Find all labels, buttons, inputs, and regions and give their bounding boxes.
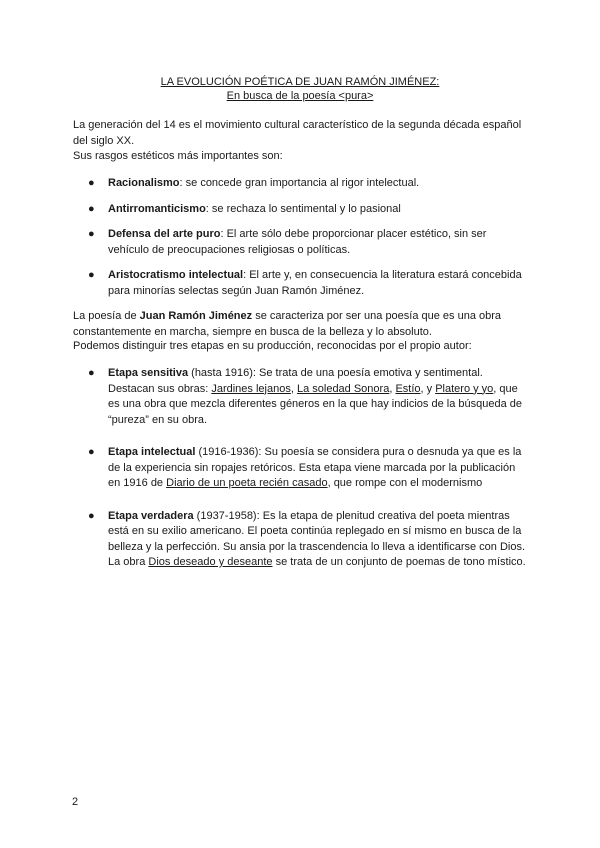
term: Etapa verdadera (108, 509, 194, 522)
bullet-icon: ● (88, 446, 95, 458)
list-item (88, 176, 530, 192)
list-item (88, 202, 530, 218)
bullet-icon: ● (88, 509, 95, 522)
text-run: , (389, 382, 396, 395)
list-item (88, 445, 530, 492)
definition: : se rechaza lo sentimental y lo pasional (205, 202, 401, 215)
list-item (88, 509, 530, 571)
page-subtitle: En busca de la poesía <pura> (226, 90, 374, 102)
term: Etapa intelectual (108, 446, 196, 458)
text-run: , (290, 382, 297, 395)
term: Defensa del arte puro (108, 228, 221, 240)
page-title: LA EVOLUCIÓN POÉTICA DE JUAN RAMÓN JIMÉNEZ: (160, 76, 440, 88)
definition: : El arte y, en consecuencia la literatura estará concebida para minorías selectas según Juan Ramón Jiménez. (108, 269, 522, 297)
author-name: Juan Ramón Jiménez (139, 310, 253, 322)
work-title: Diario de un poeta recién casado (166, 477, 328, 489)
text-run: : Su poesía se considera pura o desnuda ya que es la de la experiencia sin ropajes retóricos. Esta etapa viene marcada por la publicación en 1916 de (108, 446, 522, 489)
poesia-paragraph (73, 309, 533, 340)
bullet-icon: ● (88, 367, 95, 379)
text-run: se trata de un conjunto de poemas de tono místico. (272, 556, 526, 568)
etapas-lead: Podemos distinguir tres etapas en su producción, reconocidas por el propio autor: (73, 340, 472, 352)
text-run: , que es una obra que mezcla diferentes géneros en la que hay indicios de la búsqueda de “pureza” en su obra. (108, 382, 523, 426)
bullet-icon: ● (88, 177, 95, 189)
text-run: , que rompe con el modernismo (327, 477, 483, 489)
text-run: , y (420, 382, 436, 395)
term: Etapa sensitiva (108, 367, 189, 379)
page-number: 2 (72, 796, 79, 808)
work-title: Platero y yo (435, 382, 494, 395)
term: Racionalismo (108, 177, 180, 189)
rasgos-lead: Sus rasgos estéticos más importantes son: (73, 150, 283, 162)
list-item (88, 366, 530, 428)
bullet-icon: ● (88, 269, 95, 281)
list-item (88, 268, 530, 299)
definition: : El arte sólo debe proporcionar placer estético, sin ser vehículo de preocupaciones religiosas o políticas. (108, 228, 487, 256)
text-run: se caracteriza por ser una poesía que es una obra constantemente en marcha, siempre en busca de la belleza y lo absoluto. (73, 310, 502, 338)
bullet-icon: ● (88, 228, 95, 240)
work-title: La soledad Sonora (296, 382, 390, 395)
text-run: : Es la etapa de plenitud creativa del poeta mientras está en su exilio americano. El poeta continúa replegado en sí mismo en busca de la belleza y la perfección. Su ansia por la trascendencia lo lleva a identificarse con Dios. La obra (108, 509, 526, 568)
dates: (1937-1958) (193, 509, 257, 522)
bullet-icon: ● (88, 202, 95, 215)
rasgos-list (88, 176, 530, 299)
work-title: Jardines lejanos (211, 382, 291, 395)
work-title: Estío (395, 382, 421, 395)
intro-paragraph: La generación del 14 es el movimiento cultural característico de la segunda década español del siglo XX. (73, 119, 522, 147)
work-title: Dios deseado y deseante (148, 556, 273, 568)
text-run: La poesía de (73, 310, 140, 322)
etapas-list (88, 366, 530, 571)
dates: (hasta 1916) (188, 367, 253, 379)
term: Antirromanticismo (108, 202, 206, 215)
term: Aristocratismo intelectual (108, 269, 244, 281)
definition: : se concede gran importancia al rigor intelectual. (179, 177, 420, 189)
text-run: : Se trata de una poesía emotiva y sentimental. Destacan sus obras: (108, 367, 483, 395)
dates: (1916-1936) (195, 446, 259, 458)
list-item (88, 227, 530, 258)
